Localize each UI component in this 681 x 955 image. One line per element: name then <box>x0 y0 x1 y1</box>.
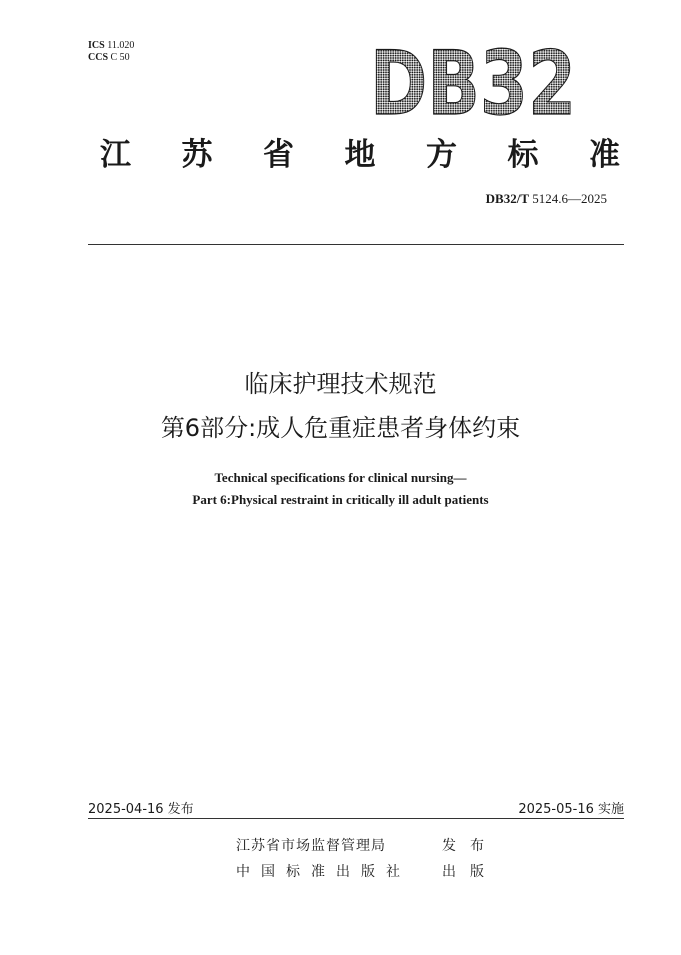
title-cn-line1: 临床护理技术规范 <box>244 370 437 398</box>
issuer-action: 发布 <box>442 838 498 854</box>
footer-divider <box>88 818 624 819</box>
province-title-char: 方 <box>426 137 457 173</box>
classification-codes <box>88 40 134 64</box>
ics-code: ICS 11.020 <box>88 40 135 51</box>
province-title-char: 省 <box>263 137 294 173</box>
implement-date: 2025-05-16 实施 <box>518 802 624 817</box>
standard-number: DB32/T 5124.6—2025 <box>485 191 607 206</box>
publisher-action: 出版 <box>442 864 498 880</box>
ccs-code: CCS C 50 <box>88 52 130 63</box>
issuer: 江苏省市场监督管理局 <box>236 838 386 854</box>
title-cn-line2: 第6部分:成人危重症患者身体约束 <box>160 414 521 442</box>
province-title-char: 地 <box>344 137 376 173</box>
title-en-line2: Part 6:Physical restraint in critically ill adult patients <box>192 492 489 507</box>
issue-date: 2025-04-16 发布 <box>88 802 194 817</box>
publisher: 中国标准出版社 <box>236 864 411 880</box>
province-title-char: 准 <box>589 137 620 173</box>
province-title-char: 标 <box>507 137 539 173</box>
logo-text: DB32 <box>370 32 576 135</box>
province-title-char: 江 <box>100 137 131 173</box>
province-standard-title <box>100 138 620 172</box>
province-title-char: 苏 <box>181 137 213 173</box>
title-en-line1: Technical specifications for clinical nursing— <box>214 470 467 485</box>
db32-logo <box>368 32 578 135</box>
header-divider <box>88 244 624 245</box>
publisher-line <box>236 862 498 882</box>
issuer-line <box>236 836 498 856</box>
